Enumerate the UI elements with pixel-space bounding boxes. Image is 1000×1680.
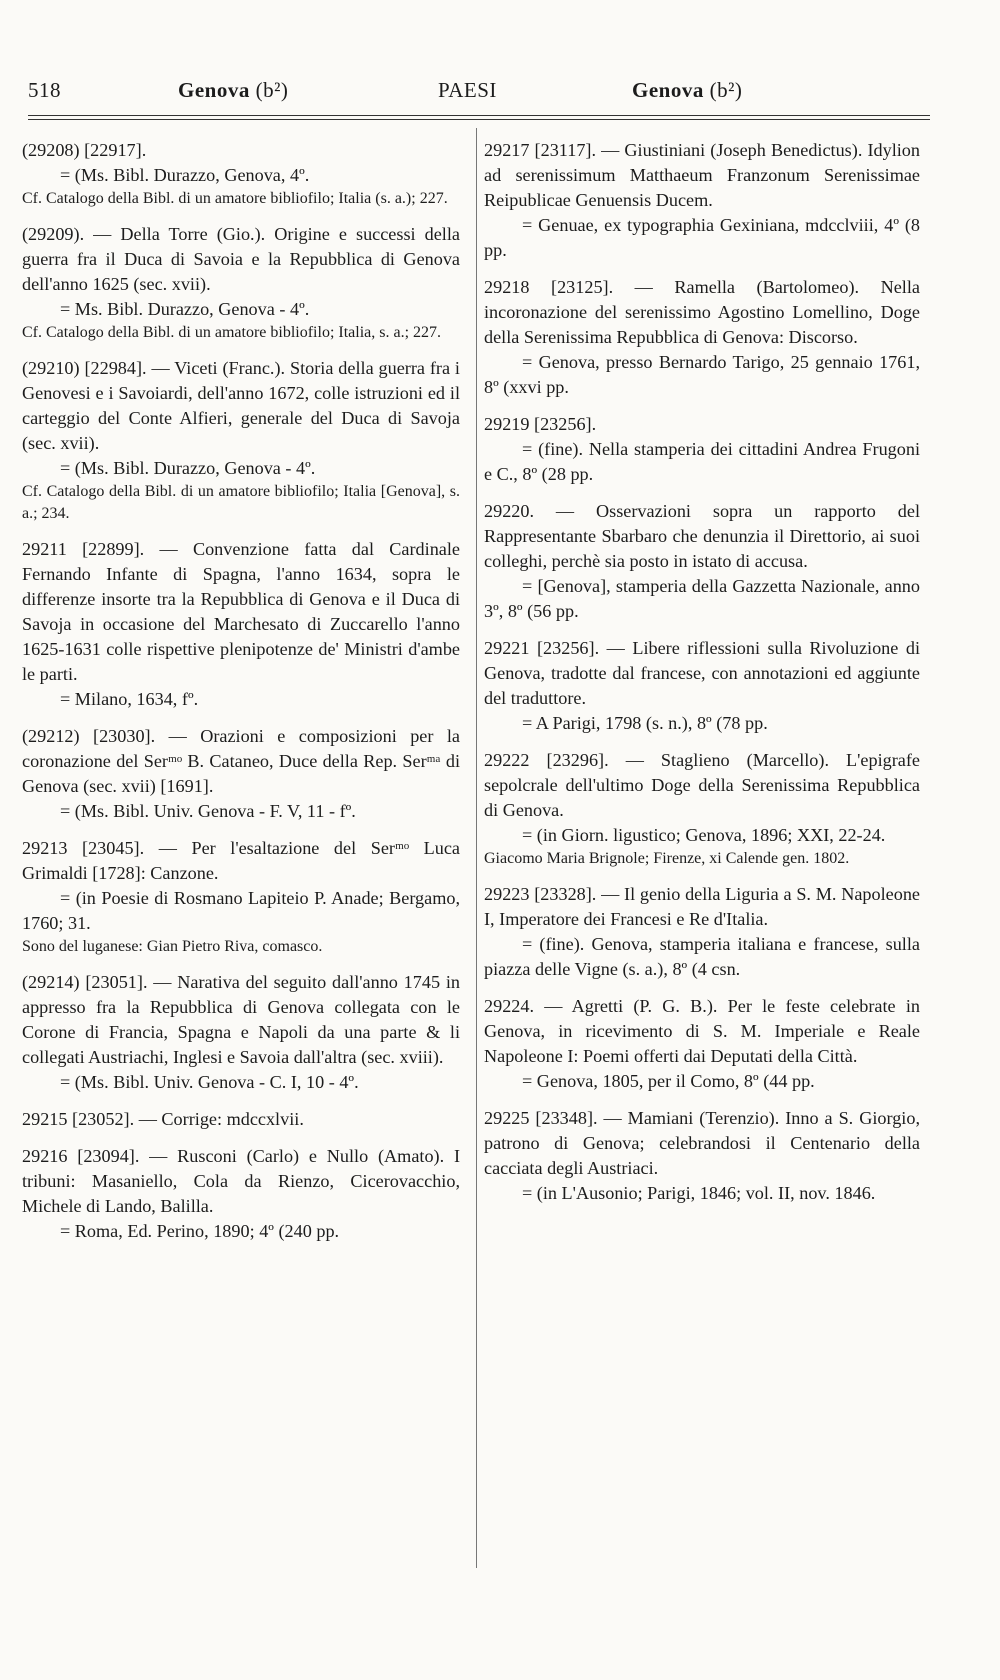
entry-head: 29225 [23348]. — Mamiani (Terenzio). Inno a S. Giorgio, patrono di Genova; celebrandosi il Centenario della cacciata degli Austriaci.	[484, 1108, 920, 1178]
header-left-title-text: Genova	[178, 78, 250, 102]
entry-publication: = (in Poesie di Rosmano Lapiteio P. Anade; Bergamo, 1760; 31.	[22, 888, 460, 933]
entry	[22, 724, 460, 824]
entry-publication: = Genuae, ex typographia Gexiniana, mdcclviii, 4º (8 pp.	[484, 215, 920, 260]
entry	[22, 537, 460, 712]
entry-head: 29216 [23094]. — Rusconi (Carlo) e Nullo (Amato). I tribuni: Masaniello, Cola da Rienzo, Cicerovacchio, Michele di Lando, Balilla.	[22, 1146, 460, 1216]
running-header	[28, 78, 930, 112]
entry	[22, 222, 460, 344]
entry-note: Sono del luganese: Gian Pietro Riva, comasco.	[22, 938, 323, 955]
header-left-title	[178, 78, 288, 103]
entry-publication: = (in Giorn. ligustico; Genova, 1896; XXI, 22-24.	[522, 825, 886, 845]
entry-publication: = (fine). Genova, stamperia italiana e francese, sulla piazza delle Vigne (s. a.), 8º (4 csn.	[484, 934, 920, 979]
header-right-sub: (b²)	[709, 78, 743, 102]
entry-head: (29214) [23051]. — Narativa del seguito dall'anno 1745 in appresso fra la Repubblica di Genova collegata con le Corone di Francia, Spagna e Napoli da una parte & li collegati Austriachi, Inglesi e Savoia dall'altra (sec. xviii).	[22, 972, 460, 1067]
entry-head: (29212) [23030]. — Orazioni e composizioni per la coronazione del Serᵐᵒ B. Cataneo, Duce della Rep. Serᵐᵃ di Genova (sec. xvii) [1691].	[22, 726, 460, 796]
entry-note: Cf. Catalogo della Bibl. di un amatore bibliofilo; Italia [Genova], s. a.; 234.	[22, 483, 460, 522]
entry-publication: = Roma, Ed. Perino, 1890; 4º (240 pp.	[60, 1221, 340, 1241]
header-center: PAESI	[438, 78, 497, 102]
entry-head: 29213 [23045]. — Per l'esaltazione del Serᵐᵒ Luca Grimaldi [1728]: Canzone.	[22, 838, 460, 883]
entry-publication: = Milano, 1634, fº.	[60, 689, 199, 709]
entry	[484, 636, 920, 736]
entry-head: (29209). — Della Torre (Gio.). Origine e successi della guerra fra il Duca di Savoia e la Repubblica di Genova dell'anno 1625 (sec. xvii).	[22, 224, 460, 294]
entry	[22, 356, 460, 525]
entry-note: Giacomo Maria Brignole; Firenze, xi Calende gen. 1802.	[484, 850, 850, 867]
entry-publication: = (Ms. Bibl. Univ. Genova - F. V, 11 - fº.	[60, 801, 356, 821]
header-left-sub: (b²)	[255, 78, 289, 102]
entry	[484, 1106, 920, 1206]
column-divider	[476, 128, 477, 1568]
entry-publication: = Genova, 1805, per il Como, 8º (44 pp.	[522, 1071, 815, 1091]
entry-head: 29222 [23296]. — Staglieno (Marcello). L'epigrafe sepolcrale dell'ultimo Doge della Serenissima Repubblica di Genova.	[484, 750, 920, 820]
entry-publication: = (Ms. Bibl. Durazzo, Genova - 4º.	[60, 458, 316, 478]
entry-head: 29215 [23052]. — Corrige: mdccxlvii.	[22, 1109, 304, 1129]
entry-head: 29224. — Agretti (P. G. B.). Per le feste celebrate in Genova, in ricevimento di S. M. Imperiale e Reale Napoleone I: Poemi offerti dai Deputati della Città.	[484, 996, 920, 1066]
entry-head: 29217 [23117]. — Giustiniani (Joseph Benedictus). Idylion ad serenissimum Matthaeum Franzonum Serenissimae Reipublicae Genuensis Ducem.	[484, 140, 920, 210]
entry	[484, 994, 920, 1094]
entry-head: 29211 [22899]. — Convenzione fatta dal Cardinale Fernando Infante di Spagna, l'anno 1634, sopra le differenze insorte tra la Repubblica di Genova e il Duca di Savoja in occasione del Marchesato di Zuccarello l'anno 1625-1631 colle rispettive plenipotenze de' Ministri d'ambe le parti.	[22, 539, 460, 684]
entry-head: 29219 [23256].	[484, 414, 597, 434]
entry-publication: = (fine). Nella stamperia dei cittadini Andrea Frugoni e C., 8º (28 pp.	[484, 439, 920, 484]
header-rule	[28, 115, 930, 116]
entry-head: (29208) [22917].	[22, 140, 147, 160]
entry-publication: = Ms. Bibl. Durazzo, Genova - 4º.	[60, 299, 310, 319]
entry-head: (29210) [22984]. — Viceti (Franc.). Storia della guerra fra i Genovesi e i Savoiardi, dell'anno 1672, colle istruzioni ed il carteggio del Conte Alfieri, generale del Duca di Savoja (sec. xvii).	[22, 358, 460, 453]
entry	[484, 275, 920, 400]
entry-publication: = Genova, presso Bernardo Tarigo, 25 gennaio 1761, 8º (xxvi pp.	[484, 352, 920, 397]
entry	[484, 412, 920, 487]
left-column	[22, 138, 460, 1256]
header-right-title	[632, 78, 742, 103]
entry	[22, 1144, 460, 1244]
entry	[484, 499, 920, 624]
entry-note: Cf. Catalogo della Bibl. di un amatore bibliofilo; Italia, s. a.; 227.	[22, 324, 442, 341]
entry-publication: = (in L'Ausonio; Parigi, 1846; vol. II, nov. 1846.	[522, 1183, 876, 1203]
entry	[22, 836, 460, 958]
entry-publication: = [Genova], stamperia della Gazzetta Nazionale, anno 3º, 8º (56 pp.	[484, 576, 920, 621]
header-right-title-text: Genova	[632, 78, 704, 102]
entry-publication: = A Parigi, 1798 (s. n.), 8º (78 pp.	[522, 713, 768, 733]
header-rule-double	[28, 119, 930, 120]
entry	[484, 748, 920, 870]
entry-note: Cf. Catalogo della Bibl. di un amatore bibliofilo; Italia (s. a.); 227.	[22, 190, 448, 207]
entry	[484, 882, 920, 982]
page-number: 518	[28, 78, 61, 102]
entry-publication: = (Ms. Bibl. Univ. Genova - C. I, 10 - 4º.	[60, 1072, 359, 1092]
entry	[22, 1107, 460, 1132]
entry-publication: = (Ms. Bibl. Durazzo, Genova, 4º.	[60, 165, 310, 185]
entry-head: 29223 [23328]. — Il genio della Liguria a S. M. Napoleone I, Imperatore dei Francesi e Re d'Italia.	[484, 884, 920, 929]
entry	[22, 970, 460, 1095]
right-column	[484, 138, 920, 1218]
entry	[22, 138, 460, 210]
entry-head: 29221 [23256]. — Libere riflessioni sulla Rivoluzione di Genova, tradotte dal francese, con annotazioni ed aggiunte del traduttore.	[484, 638, 920, 708]
entry-head: 29218 [23125]. — Ramella (Bartolomeo). Nella incoronazione del serenissimo Agostino Lomellino, Doge della Serenissima Repubblica di Genova: Discorso.	[484, 277, 920, 347]
entry	[484, 138, 920, 263]
entry-head: 29220. — Osservazioni sopra un rapporto del Rappresentante Sbarbaro che denunzia il Direttorio, ai suoi colleghi, perchè sia posto in istato di accusa.	[484, 501, 920, 571]
